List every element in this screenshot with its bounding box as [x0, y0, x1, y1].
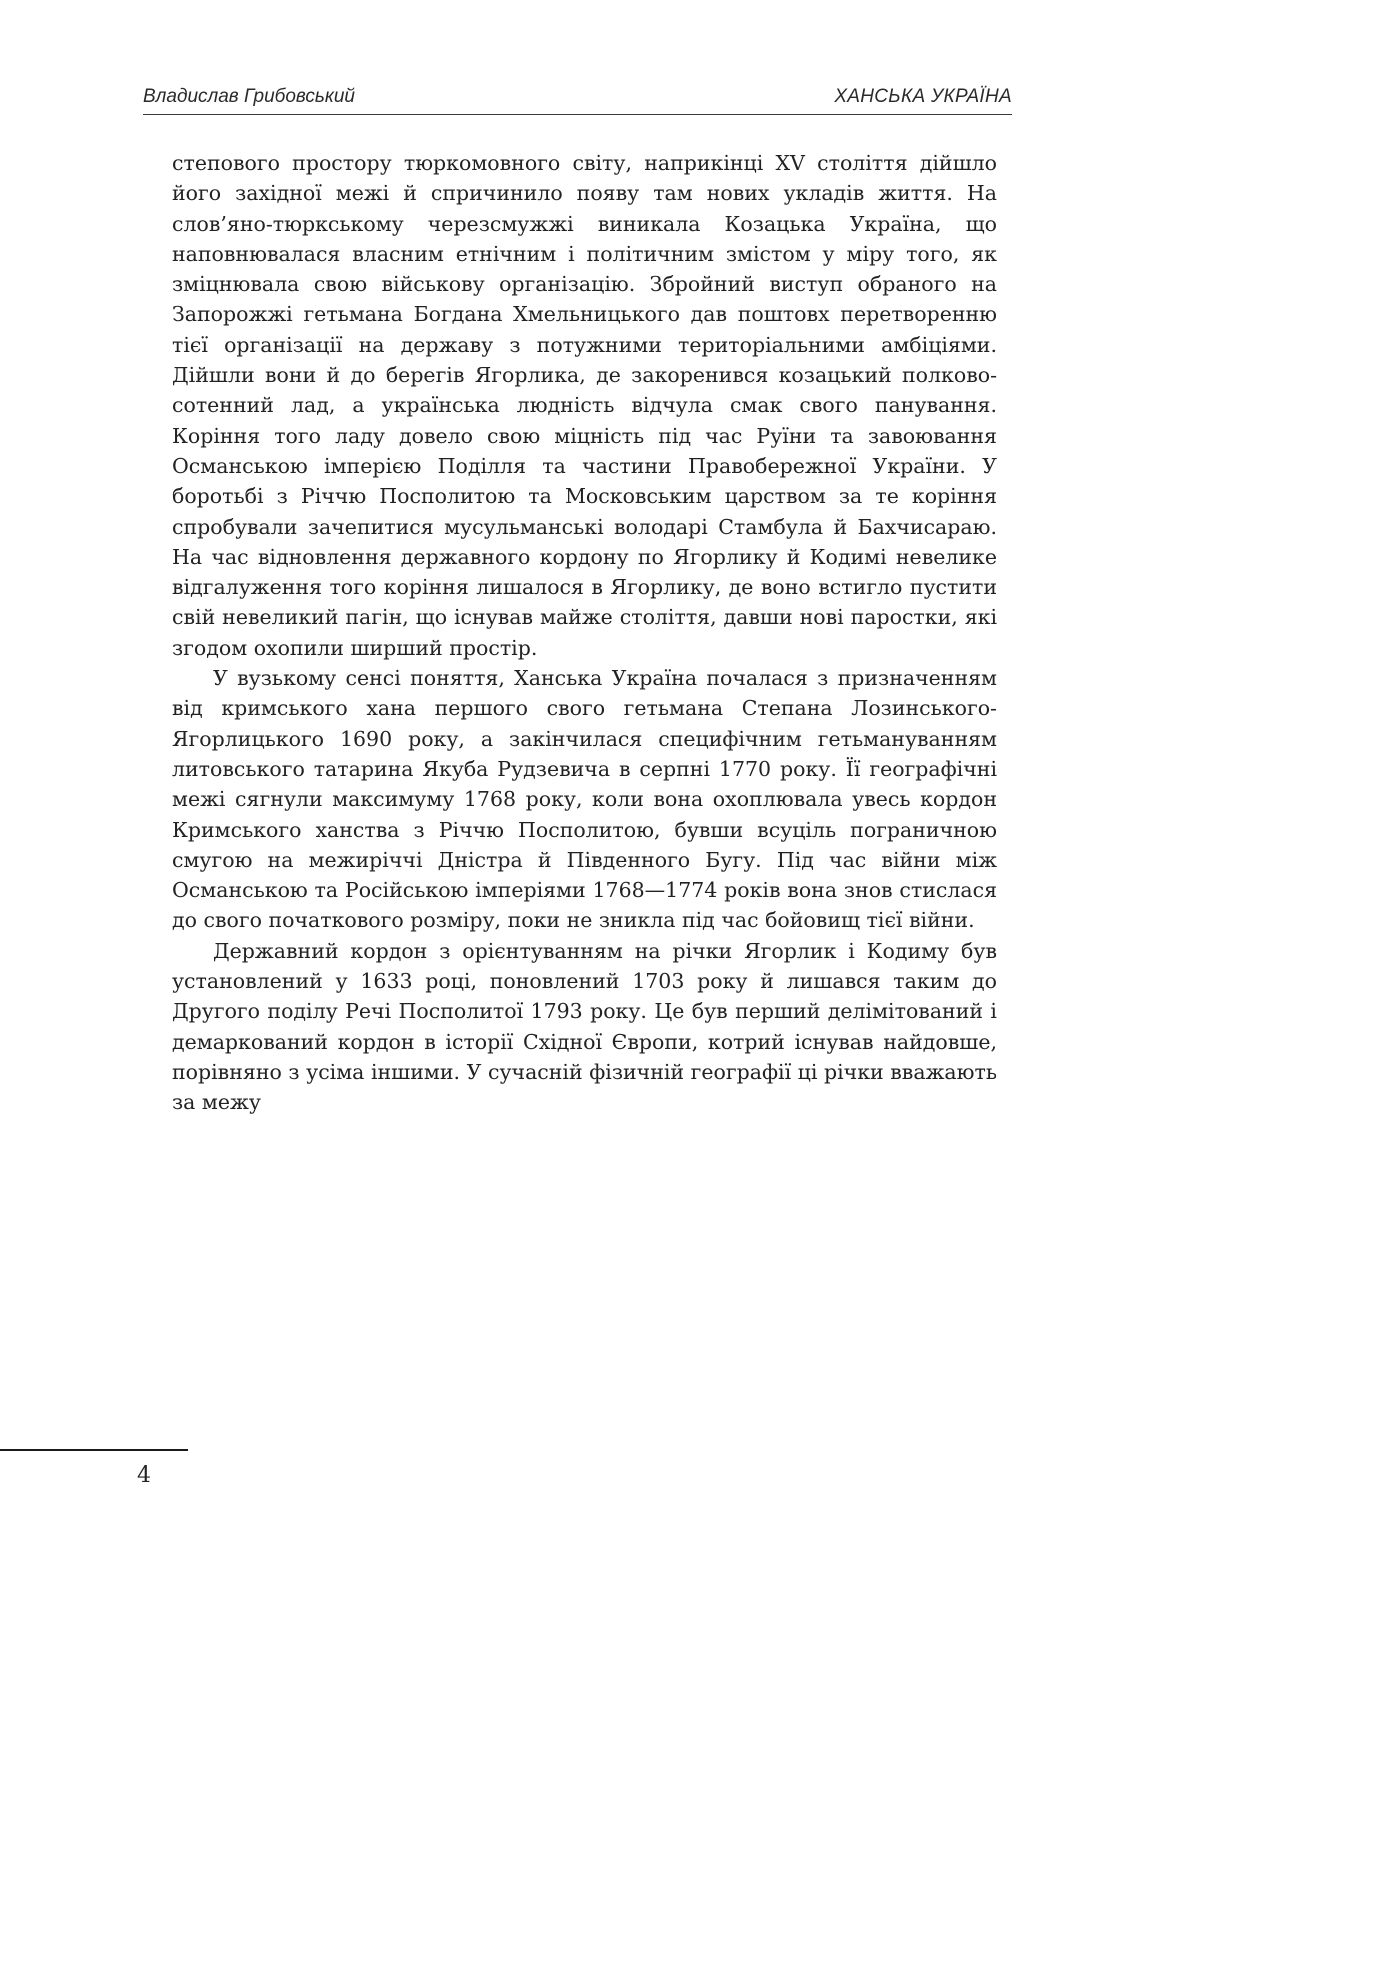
paragraph: Державний кордон з орієнтуванням на річки Ягорлик і Кодиму був установлений у 1633 році, поновлений 1703 року й лишався таким до Другого поділу Речі Посполитої 1793 року. Це був перший делімітований і демаркований кордон в історії Східної Європи, котрий існував найдовше, порівняно з усіма іншими. У сучасній фізичній географії ці річки вважають за межу — [172, 938, 997, 1115]
header-author: Владислав Грибовський — [143, 86, 355, 107]
body-text — [172, 148, 997, 1118]
paragraph-continued: степового простору тюркомовного світу, наприкінці XV століття дійшло його західної межі й спричинило появу там нових укладів життя. На слов’яно-тюркському черезсмужжі виникала Козацька Україна, що наповнювалася власним етнічним і політичним змістом у міру того, як зміцнювала свою військову організацію. Збройний виступ обраного на Запорожжі гетьмана Богдана Хмельницького дав поштовх перетворенню тієї організації на державу з потужними територіальними амбіціями. Дійшли вони й до берегів Ягорлика, де закоренився козацький полково-сотенний лад, а українська людність відчула смак свого панування. Коріння того ладу довело свою міцність під час Руїни та завоювання Османською імперією Поділля та частини Правобережної України. У боротьбі з Річчю Посполитою та Московським царством за те коріння спробували зачепитися мусульманські володарі Стамбула й Бахчисараю. На час відновлення державного кордону по Ягорлику й Кодимі невелике відгалуження того коріння лишалося в Ягорлику, де воно встигло пустити свій невеликий пагін, що існував майже століття, давши нові паростки, які згодом охопили ширший простір. — [172, 151, 997, 660]
page-number: 4 — [137, 1463, 151, 1488]
paragraph: У вузькому сенсі поняття, Ханська Україна почалася з призначенням від кримського хана першого свого гетьмана Степана Лозинського-Ягорлицького 1690 року, а закінчилася специфічним гетьмануванням литовського татарина Якуба Рудзевича в серпні 1770 року. Її географічні межі сягнули максимуму 1768 року, коли вона охоплювала увесь кордон Кримського ханства з Річчю Посполитою, бувши всуціль пограничною смугою на межиріччі Дністра й Південного Бугу. Під час війни між Османською та Російською імперіями 1768—1774 років вона знов стислася до свого початкового розміру, поки не зникла під час бойовищ тієї війни. — [172, 666, 997, 933]
header-book-title: ХАНСЬКА УКРАЇНА — [834, 86, 1012, 107]
footer-rule — [0, 1449, 188, 1451]
running-header — [143, 84, 1012, 115]
